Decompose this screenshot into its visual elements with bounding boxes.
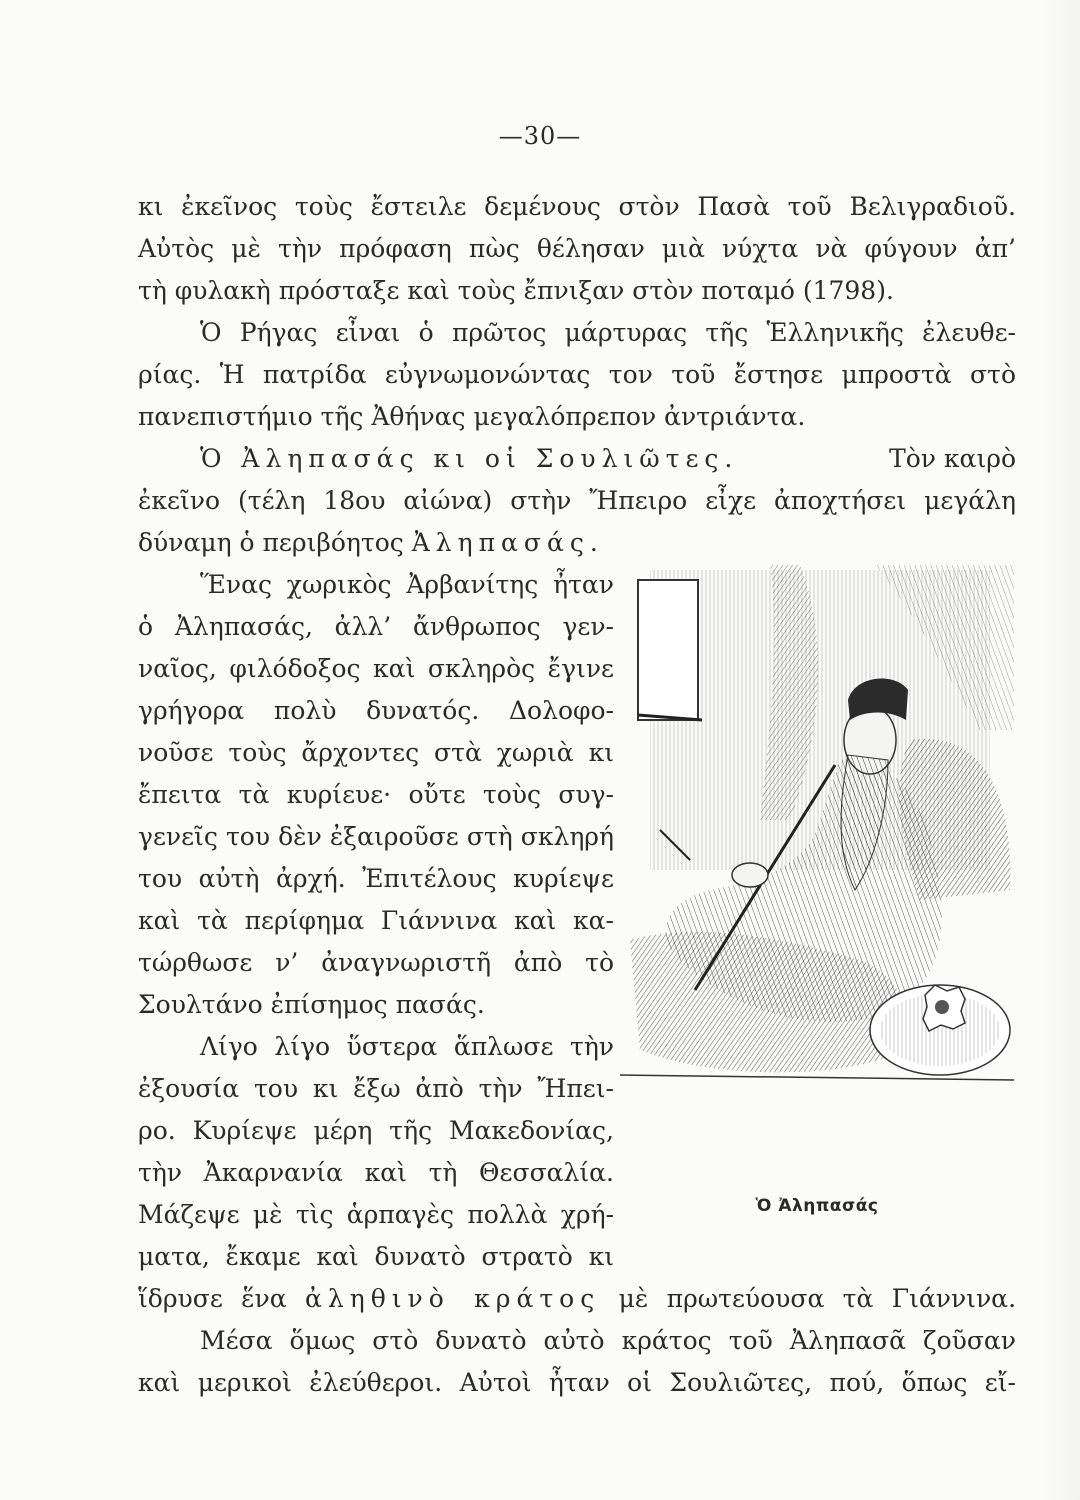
text-fragment: μὲ πρωτεύουσα τὰ Γιάννινα. [600,1284,1017,1313]
window-frame [638,580,698,720]
text-line: ρο. Κυρίεψε μέρη τῆς Μακεδονίας, [138,1116,614,1145]
text-line [138,526,1016,560]
text-line: ρίας. Ἡ πατρίδα εὐγνωμονώντας τον τοῦ ἔστησε μπροστὰ στὸ [138,360,1016,389]
engraving-illustration [620,560,1014,1085]
page-edge-shadow [1040,0,1080,1500]
figure-caption: Ὁ Ἀληπασάς [755,1196,879,1216]
text-line: Λίγο λίγο ὕστερα ἅπλωσε τὴν [200,1032,614,1061]
text-line: Ὁ Ρήγας εἶναι ὁ πρῶτος μάρτυρας τῆς Ἑλληνικῆς ἐλευθε- [200,318,1016,347]
text-fragment: δύναμη ὁ περιβόητος [138,528,412,557]
text-fragment: Τὸν καιρὸ [889,444,1016,473]
text-line: Μέσα ὅμως στὸ δυνατὸ αὐτὸ κράτος τοῦ Ἀληπασᾶ ζοῦσαν [200,1326,1016,1355]
text-line: ναῖος, φιλόδοξος καὶ σκληρὸς ἔγινε [138,654,614,683]
text-line: νοῦσε τοὺς ἄρχοντες στὰ χωριὰ κι [138,738,614,767]
text-line: Ἕνας χωρικὸς Ἀρβανίτης ἦταν [200,570,614,599]
text-line: πανεπιστήμιο τῆς Ἀθήνας μεγαλόπρεπον ἀντριάντα. [138,402,806,431]
page-number: —30— [498,122,582,150]
text-line: καὶ μερικοὶ ἐλεύθεροι. Αὐτοὶ ἦταν οἱ Σουλιῶτες, πού, ὅπως εἴ- [138,1368,1016,1397]
text-line: ἐξουσία του κι ἔξω ἀπὸ τὴν Ἤπει- [138,1074,614,1103]
text-line [138,1282,1016,1316]
text-line: Μάζεψε μὲ τὶς ἁρπαγὲς πολλὰ χρή- [138,1200,614,1229]
text-line: τὴν Ἀκαρνανία καὶ τὴ Θεσσαλία. [138,1158,614,1187]
emphasized-name: Ἀληπασάς. [411,528,604,557]
text-fragment: ἵδρυσε ἕνα [138,1284,305,1313]
emphasized-phrase: ἀληθινὸ κράτος [304,1284,601,1313]
text-line: γρήγορα πολὺ δυνατός. Δολοφο- [138,696,614,725]
section-heading-line [138,442,1016,476]
section-heading: Ὁ Ἀληπασάς κι οἱ Σουλιῶτες. [200,444,739,473]
text-line: ἔπειτα τὰ κυρίευε· οὔτε τοὺς συγ- [138,780,614,809]
text-line: ἐκεῖνο (τέλη 18ου αἰώνα) στὴν Ἤπειρο εἶχε ἀποχτήσει μεγάλη [138,486,1016,515]
text-line: Σουλτάνο ἐπίσημος πασάς. [138,990,485,1019]
text-line: ματα, ἔκαμε καὶ δυνατὸ στρατὸ κι [138,1242,614,1271]
text-line: του αὐτὴ ἀρχή. Ἐπιτέλους κυρίεψε [138,864,614,893]
text-line: τώρθωσε ν’ ἀναγνωριστῆ ἀπὸ τὸ [138,948,614,977]
text-line: κι ἐκεῖνος τοὺς ἔστειλε δεμένους στὸν Πασὰ τοῦ Βελιγραδιοῦ. [138,192,1016,221]
text-line: ὁ Ἀληπασάς, ἀλλ’ ἄνθρωπος γεν- [138,612,614,641]
text-line: Αὐτὸς μὲ τὴν πρόφαση πὼς θέλησαν μιὰ νύχτα νὰ φύγουν ἀπ’ [138,234,1016,263]
text-line: τὴ φυλακὴ πρόσταξε καὶ τοὺς ἔπνιξαν στὸν ποταμό (1798). [138,276,894,305]
text-line: καὶ τὰ περίφημα Γιάννινα καὶ κα- [138,906,614,935]
text-line: γενεῖς του δὲν ἐξαιροῦσε στὴ σκληρή [138,822,614,851]
